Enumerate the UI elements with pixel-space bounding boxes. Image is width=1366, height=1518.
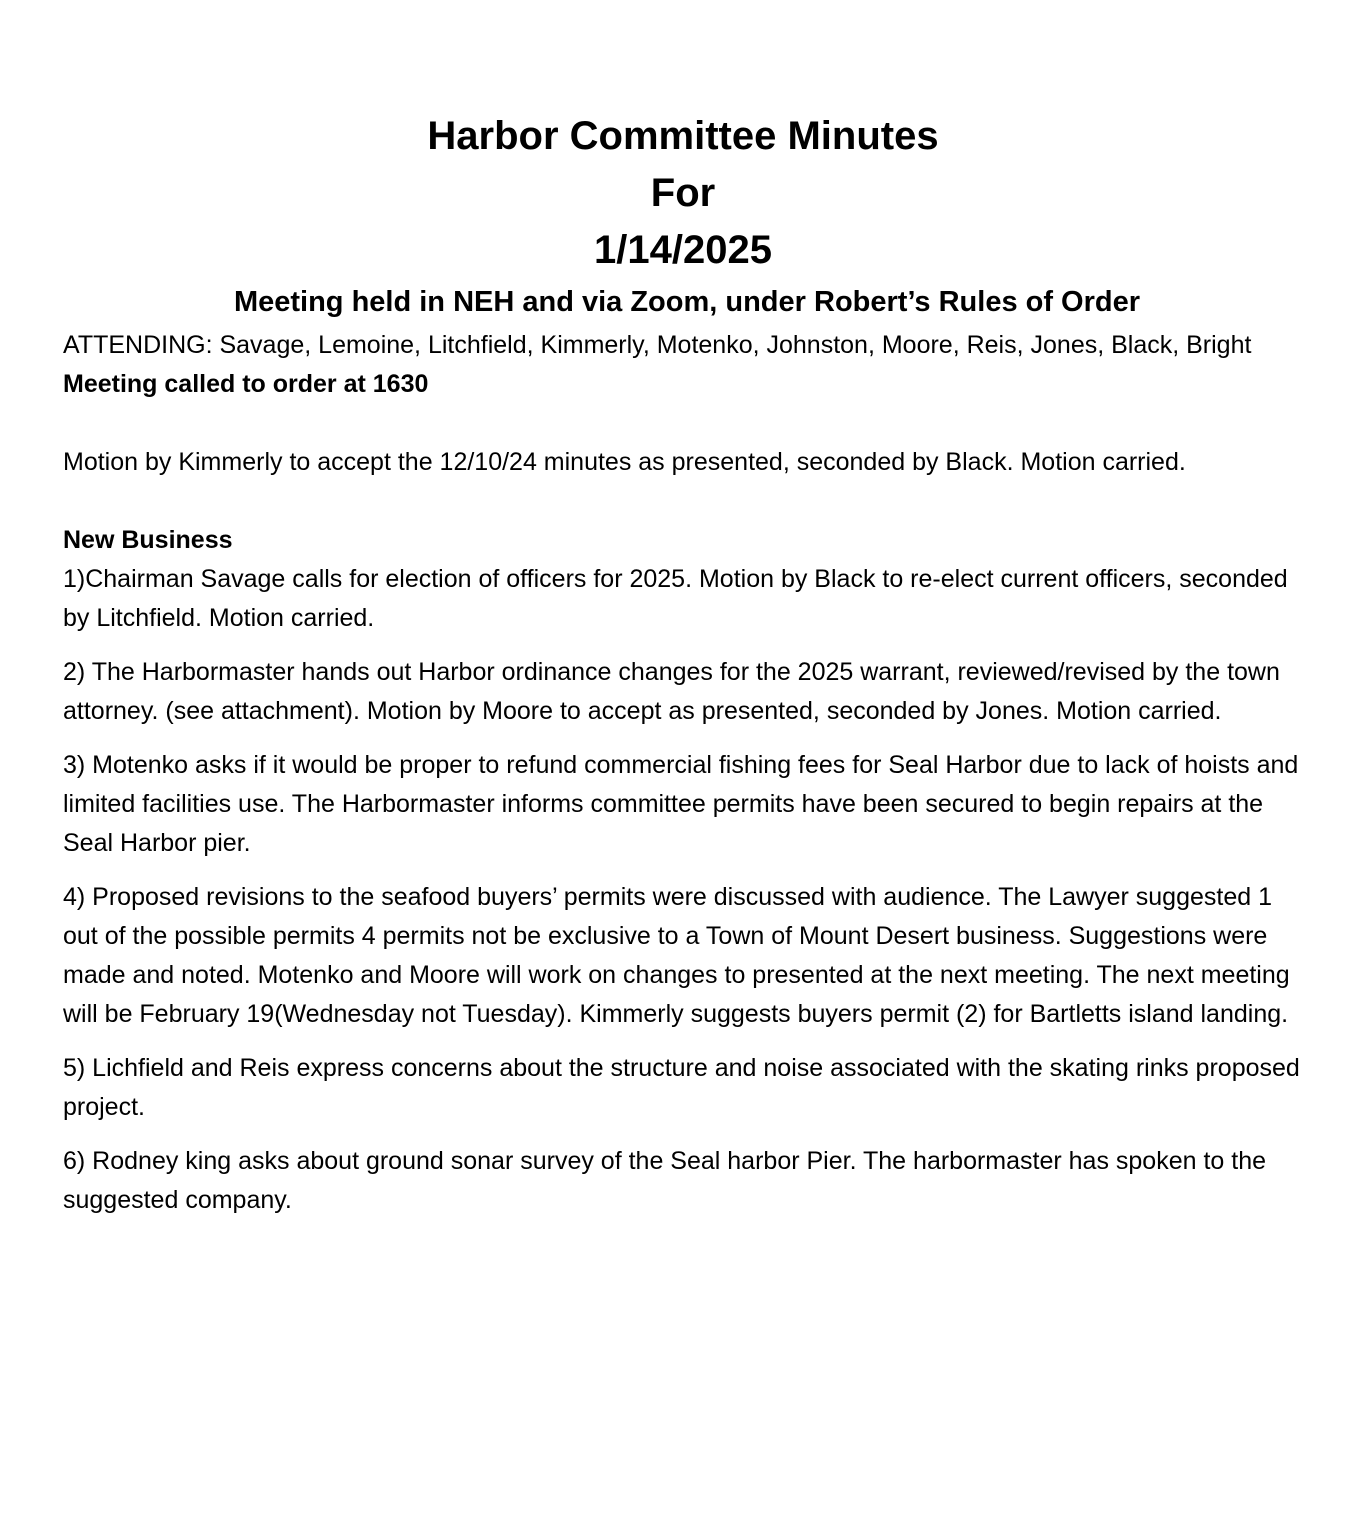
new-business-heading: New Business: [63, 526, 233, 554]
business-item: 1)Chairman Savage calls for election of officers for 2025. Motion by Black to re-elect current officers, seconded by Litchfield. Motion carried.: [63, 565, 1288, 632]
title-line: Harbor Committee Minutes: [427, 114, 939, 158]
title-line: For: [650, 171, 716, 215]
meeting-subtitle: Meeting held in NEH and via Zoom, under Robert’s Rules of Order: [233, 286, 1141, 318]
business-item: 6) Rodney king asks about ground sonar survey of the Seal harbor Pier. The harbormaster has spoken to the suggested company.: [63, 1147, 1267, 1214]
business-item: 5) Lichfield and Reis express concerns about the structure and noise associated with the skating rinks proposed project.: [63, 1054, 1300, 1121]
called-to-order: Meeting called to order at 1630: [63, 370, 429, 398]
document-title: [0, 108, 1366, 279]
document-body: [63, 326, 1313, 1220]
business-item: 4) Proposed revisions to the seafood buyers’ permits were discussed with audience. The Lawyer suggested 1 out of the possible permits 4 permits not be exclusive to a Town of Mount Desert business. Suggestions were made and noted. Motenko and Moore will work on changes to presented at the next meeting. The next meeting will be February 19(Wednesday not Tuesday). Kimmerly suggests buyers permit (2) for Bartletts island landing.: [63, 883, 1290, 1028]
minutes-approval-motion: Motion by Kimmerly to accept the 12/10/24 minutes as presented, seconded by Black. Motion carried.: [63, 448, 1186, 476]
title-date: 1/14/2025: [594, 228, 772, 272]
attendance-list: ATTENDING: Savage, Lemoine, Litchfield, Kimmerly, Motenko, Johnston, Moore, Reis, Jones, Black, Bright: [63, 331, 1252, 359]
business-item: 3) Motenko asks if it would be proper to refund commercial fishing fees for Seal Harbor due to lack of hoists and limited facilities use. The Harbormaster informs committee permits have been secured to begin repairs at the Seal Harbor pier.: [63, 751, 1299, 857]
business-item: 2) The Harbormaster hands out Harbor ordinance changes for the 2025 warrant, reviewed/revised by the town attorney. (see attachment). Motion by Moore to accept as presented, seconded by Jones. Motion carried.: [63, 658, 1280, 725]
